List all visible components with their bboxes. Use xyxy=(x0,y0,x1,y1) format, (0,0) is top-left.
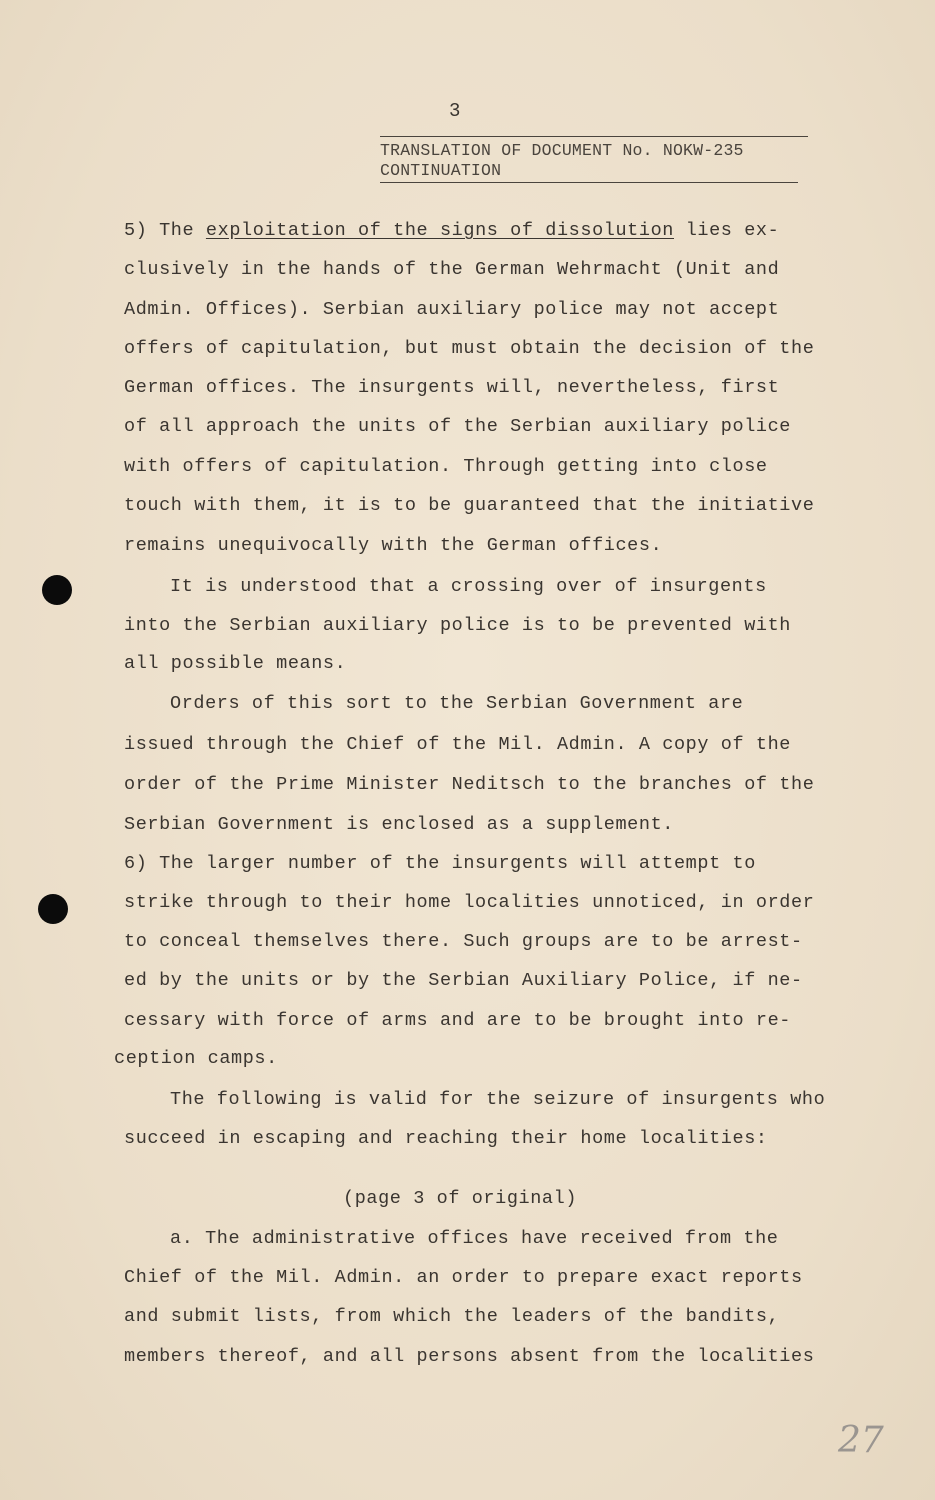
text-line: cessary with force of arms and are to be brought into re- xyxy=(124,1010,792,1031)
text-line: to conceal themselves there. Such groups are to be arrest- xyxy=(124,931,803,952)
text-line: 6) The larger number of the insurgents will attempt to xyxy=(124,853,756,874)
text-line: into the Serbian auxiliary police is to be prevented with xyxy=(124,615,792,636)
text-line: Serbian Government is enclosed as a supplement. xyxy=(124,814,674,835)
text-line: Chief of the Mil. Admin. an order to prepare exact reports xyxy=(124,1267,803,1288)
text-line: clusively in the hands of the German Wehrmacht (Unit and xyxy=(124,259,780,280)
page-number: 3 xyxy=(449,100,461,122)
text-line: strike through to their home localities unnoticed, in order xyxy=(124,892,815,913)
underlined-phrase: exploitation of the signs of dissolution xyxy=(205,220,674,241)
text-line: of all approach the units of the Serbian auxiliary police xyxy=(124,416,792,437)
document-header xyxy=(380,136,810,183)
text-line: touch with them, it is to be guaranteed that the initiative xyxy=(124,495,815,516)
text-line: and submit lists, from which the leaders of the bandits, xyxy=(124,1306,780,1327)
handwritten-page-note: 27 xyxy=(838,1420,884,1461)
punch-hole xyxy=(38,894,68,924)
text-line: all possible means. xyxy=(124,653,347,674)
text-line: Orders of this sort to the Serbian Government are xyxy=(170,693,744,714)
text-line xyxy=(124,219,779,243)
text-line: members thereof, and all persons absent from the localities xyxy=(124,1346,815,1367)
text-line: German offices. The insurgents will, nevertheless, first xyxy=(124,377,780,398)
header-rule xyxy=(380,136,808,137)
text-line: The following is valid for the seizure of insurgents who xyxy=(170,1089,826,1110)
header-continuation: CONTINUATION xyxy=(380,161,798,183)
text-line: a. The administrative offices have received from the xyxy=(170,1228,779,1249)
text-line: order of the Prime Minister Neditsch to the branches of the xyxy=(124,774,815,795)
text-line: with offers of capitulation. Through getting into close xyxy=(124,456,768,477)
text-line: ed by the units or by the Serbian Auxiliary Police, if ne- xyxy=(124,970,803,991)
text-line: Admin. Offices). Serbian auxiliary police may not accept xyxy=(124,299,780,320)
text-line: succeed in escaping and reaching their home localities: xyxy=(124,1128,768,1149)
text-line: ception camps. xyxy=(114,1048,278,1069)
punch-hole xyxy=(42,575,72,605)
original-page-reference: (page 3 of original) xyxy=(343,1188,578,1209)
text-line: It is understood that a crossing over of insurgents xyxy=(170,576,767,597)
text-line: issued through the Chief of the Mil. Admin. A copy of the xyxy=(124,734,792,755)
text-line: offers of capitulation, but must obtain the decision of the xyxy=(124,338,815,359)
text-line: remains unequivocally with the German offices. xyxy=(124,535,663,556)
text-segment: lies ex- xyxy=(674,220,780,241)
text-segment: 5) The xyxy=(124,220,206,241)
header-title: TRANSLATION OF DOCUMENT No. NOKW-235 xyxy=(380,141,744,160)
